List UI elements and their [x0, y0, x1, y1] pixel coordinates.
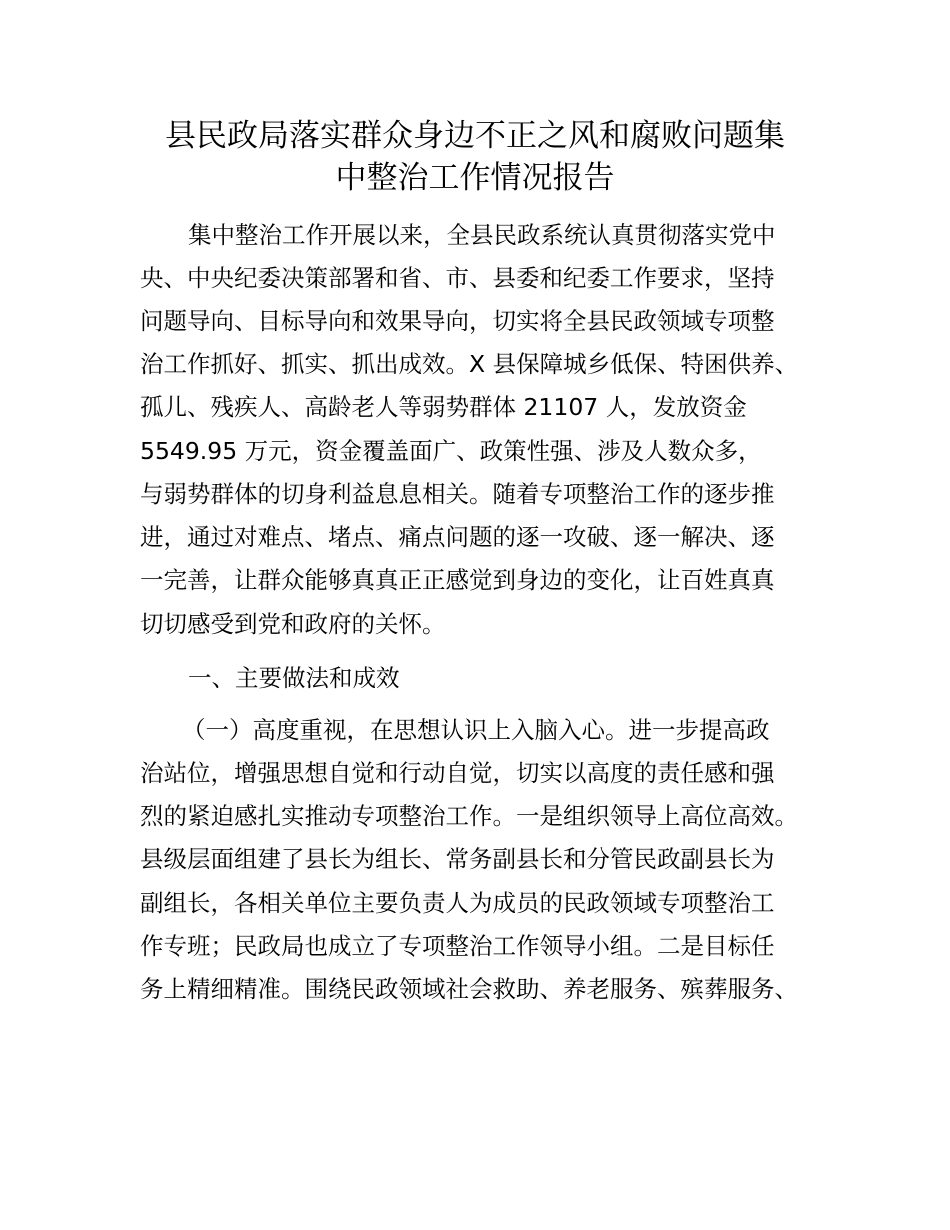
paragraph2-line-1: （一）高度重视，在思想认识上入脑入心。进一步提高政 — [182, 716, 770, 744]
paragraph1-line-7: 与弱势群体的切身利益息息相关。随着专项整治工作的逐步推 — [140, 480, 775, 508]
paragraph2-line-2: 治站位，增强思想自觉和行动自觉，切实以高度的责任感和强 — [140, 759, 775, 787]
paragraph2-line-7: 务上精细精准。围绕民政领域社会救助、养老服务、殡葬服务、 — [140, 975, 798, 1003]
paragraph1-line-5: 孤儿、残疾人、高龄老人等弱势群体 21107 人，发放资金 — [140, 393, 747, 421]
paragraph1-line-10: 切切感受到党和政府的关怀。 — [140, 610, 446, 638]
paragraph1-line-3: 问题导向、目标导向和效果导向，切实将全县民政领域专项整 — [140, 307, 775, 335]
paragraph2-line-6: 作专班；民政局也成立了专项整治工作领导小组。二是目标任 — [140, 932, 775, 960]
paragraph2-line-5: 副组长，各相关单位主要负责人为成员的民政领域专项整治工 — [140, 889, 775, 917]
paragraph1-line-6: 5549.95 万元，资金覆盖面广、政策性强、涉及人数众多， — [140, 437, 762, 465]
paragraph2-line-3: 烈的紧迫感扎实推动专项整治工作。一是组织领导上高位高效。 — [140, 802, 798, 830]
paragraph1-line-4: 治工作抓好、抓实、抓出成效。X 县保障城乡低保、特困供养、 — [140, 350, 799, 378]
paragraph1-line-1: 集中整治工作开展以来，全县民政系统认真贯彻落实党中 — [188, 221, 776, 249]
paragraph1-line-8: 进，通过对难点、堵点、痛点问题的逐一攻破、逐一解决、逐 — [140, 523, 775, 551]
section-heading-1: 一、主要做法和成效 — [188, 664, 400, 692]
paragraph2-line-4: 县级层面组建了县长为组长、常务副县长和分管民政副县长为 — [140, 845, 775, 873]
document-title-line-1: 县民政局落实群众身边不正之风和腐败问题集 — [165, 118, 785, 154]
paragraph1-line-2: 央、中央纪委决策部署和省、市、县委和纪委工作要求，坚持 — [140, 264, 775, 292]
paragraph1-line-9: 一完善，让群众能够真真正正感觉到身边的变化，让百姓真真 — [140, 566, 775, 594]
document-title-line-2: 中整治工作情况报告 — [335, 160, 615, 196]
